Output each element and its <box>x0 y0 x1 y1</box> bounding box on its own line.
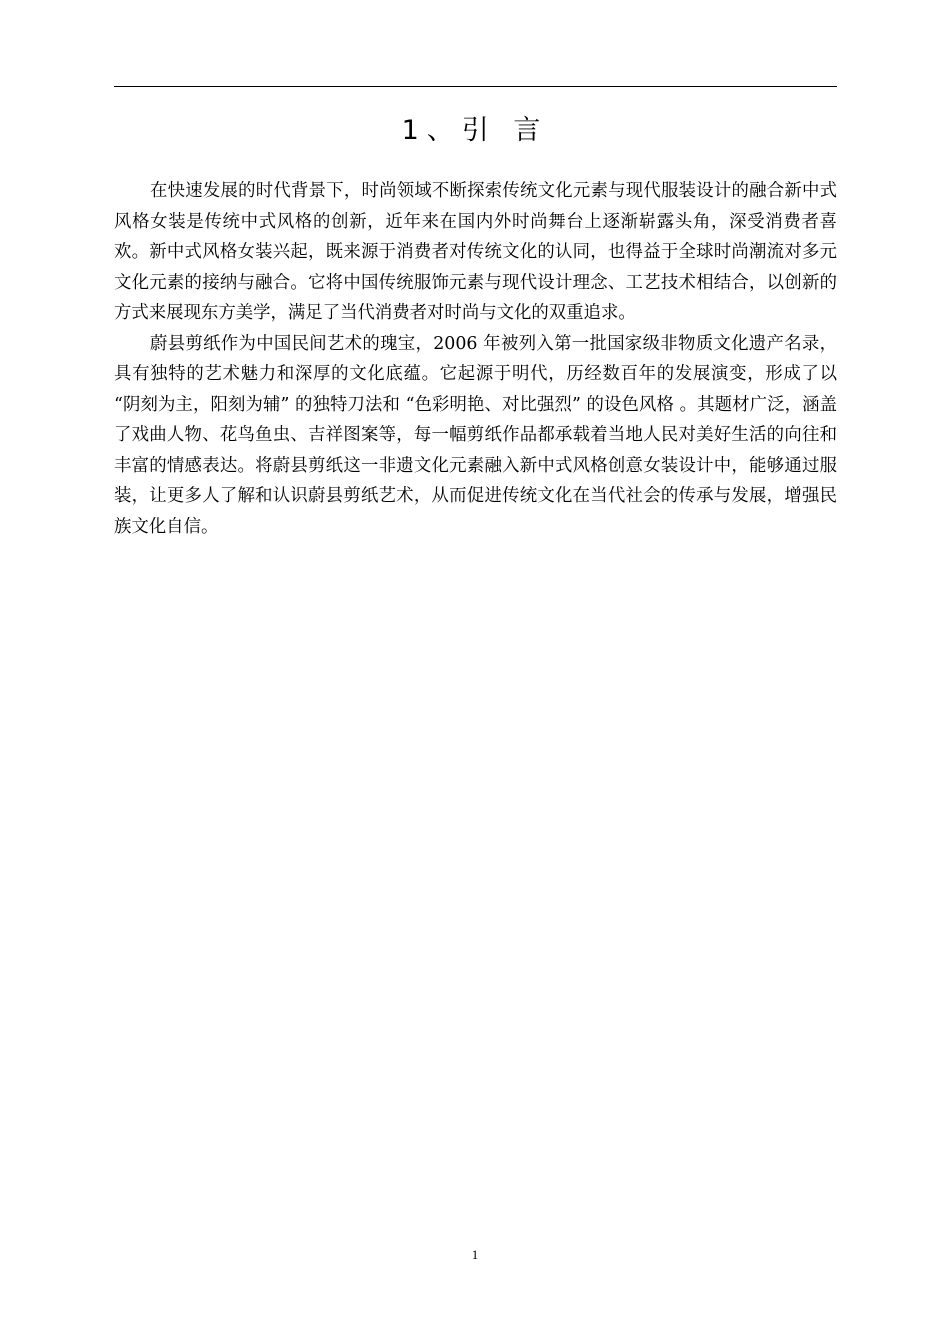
body-text <box>114 176 837 542</box>
header-rule <box>114 86 837 87</box>
page-number: 1 <box>471 1247 479 1262</box>
paragraph-intro-2: 蔚县剪纸作为中国民间艺术的瑰宝，2006 年被列入第一批国家级非物质文化遗产名录，具有独特的艺术魅力和深厚的文化底蕴。它起源于明代，历经数百年的发展演变，形成了以 “阴刻为主，阳刻为辅” 的独特刀法和 “色彩明艳、对比强烈” 的设色风格 。其题材广泛，涵盖了戏曲人物、花鸟鱼虫、吉祥图案等，每一幅剪纸作品都承载着当地人民对美好生活的向往和丰富的情感表达。将蔚县剪纸这一非遗文化元素融入新中式风格创意女装设计中，能够通过服装，让更多人了解和认识蔚县剪纸艺术，从而促进传统文化在当代社会的传承与发展，增强民族文化自信。 <box>114 333 837 537</box>
paragraph-intro-1: 在快速发展的时代背景下，时尚领域不断探索传统文化元素与现代服装设计的融合新中式风格女装是传统中式风格的创新，近年来在国内外时尚舞台上逐渐崭露头角，深受消费者喜欢。新中式风格女装兴起，既来源于消费者对传统文化的认同，也得益于全球时尚潮流对多元文化元素的接纳与融合。它将中国传统服饰元素与现代设计理念、工艺技术相结合，以创新的方式来展现东方美学，满足了当代消费者对时尚与文化的双重追求。 <box>114 181 837 323</box>
page-title: 1、引 言 <box>401 115 549 146</box>
